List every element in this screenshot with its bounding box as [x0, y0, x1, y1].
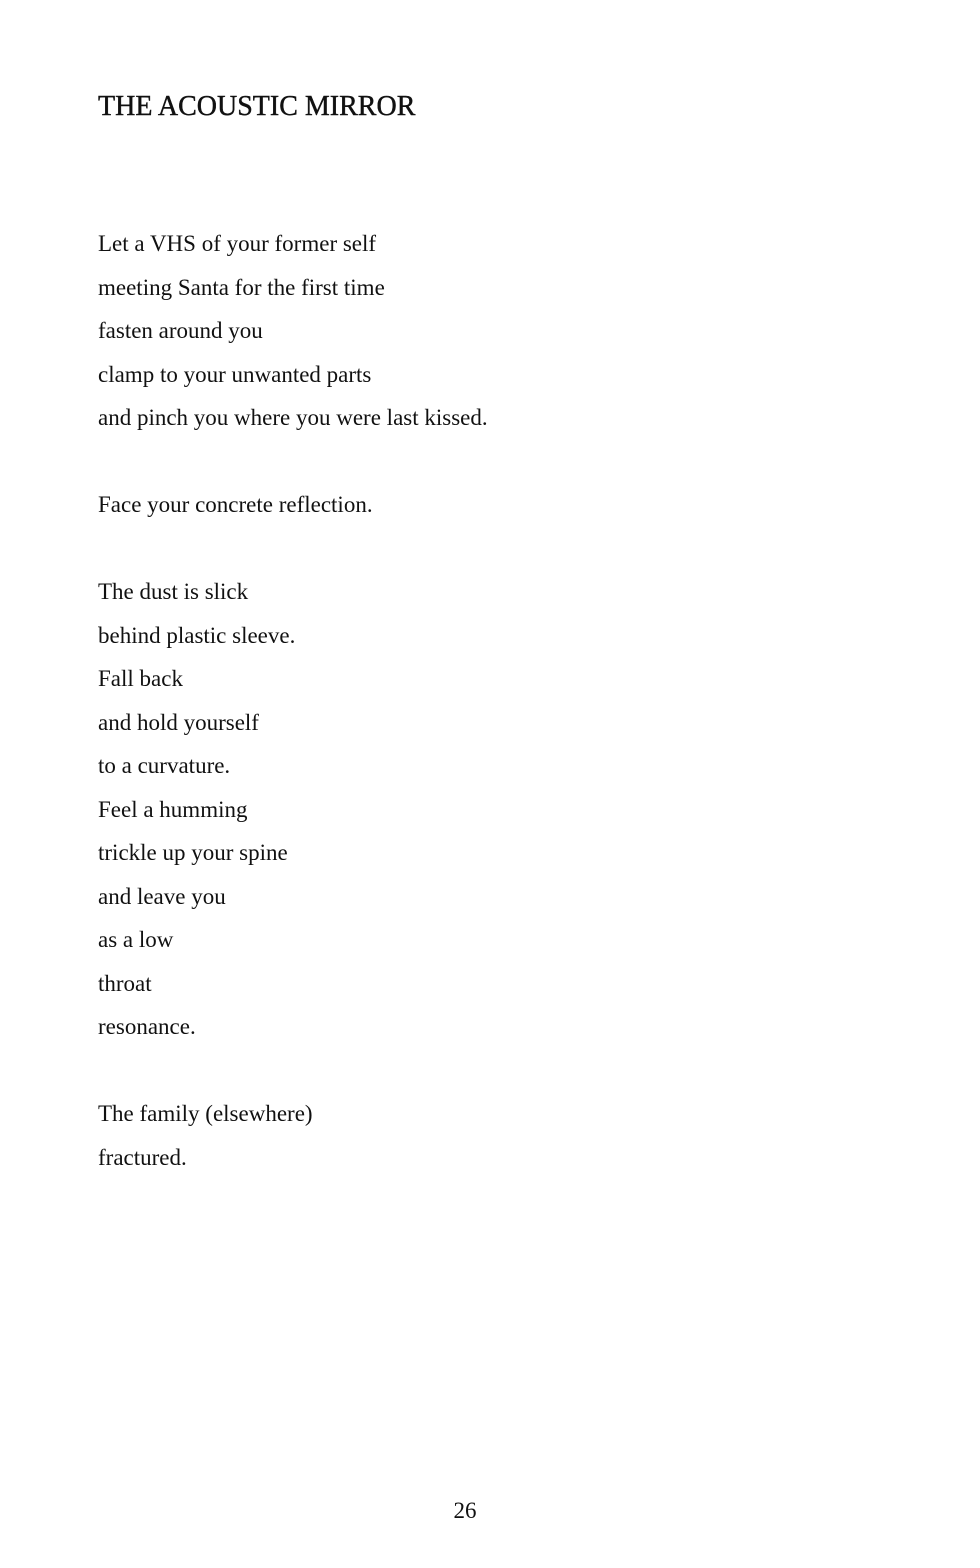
poem-line: resonance. [98, 1014, 196, 1039]
poem-line: Let a VHS of your former self [98, 231, 377, 256]
poem-line: fasten around you [98, 318, 263, 343]
poem-title: THE ACOUSTIC MIRROR [98, 91, 416, 122]
poem-line: throat [98, 970, 152, 996]
poem-line: behind plastic sleeve. [98, 622, 296, 648]
stanza-2 [98, 483, 898, 527]
poem-line: clamp to your unwanted parts [98, 361, 372, 387]
poem-line: as a low [98, 927, 174, 952]
poem-line: The dust is slick [98, 579, 249, 604]
poem-line: and leave you [98, 883, 226, 909]
poem-line: Feel a humming [98, 796, 248, 822]
poem-line: Fall back [98, 666, 183, 691]
poem-body [98, 222, 898, 1223]
poem-line: meeting Santa for the first time [98, 274, 385, 300]
poem-line: fractured. [98, 1144, 187, 1170]
poem-line: trickle up your spine [98, 840, 288, 865]
poem-line: to a curvature. [98, 753, 231, 778]
stanza-1 [98, 222, 898, 440]
poem-line: The family (elsewhere) [98, 1101, 313, 1126]
poem-line: and hold yourself [98, 709, 259, 735]
stanza-3 [98, 570, 898, 1049]
page-number: 26 [453, 1498, 477, 1523]
poem-line: and pinch you where you were last kissed. [98, 405, 488, 430]
stanza-4 [98, 1092, 898, 1179]
poem-line: Face your concrete reflection. [98, 492, 373, 517]
